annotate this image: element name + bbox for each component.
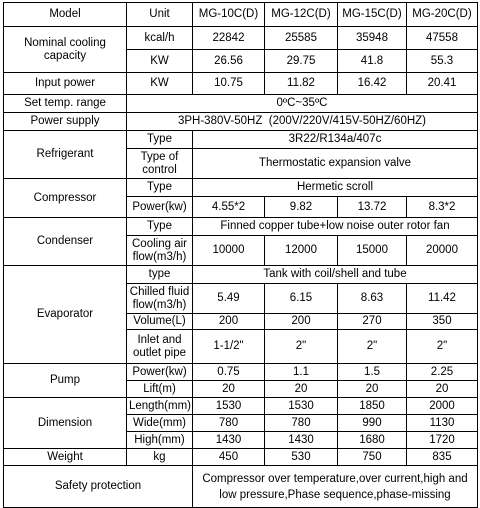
cell: 2000 <box>407 398 478 415</box>
compressor-type-label: Type <box>127 179 193 197</box>
cell: 1530 <box>193 398 265 415</box>
pump-label: Pump <box>4 364 127 398</box>
cell: 13.72 <box>338 197 407 218</box>
cell: 29.75 <box>265 50 338 73</box>
length-row <box>4 398 478 415</box>
condenser-label: Condenser <box>4 218 127 266</box>
cooling-capacity-label: Nominal cooling capacity <box>4 27 127 73</box>
cell: 20.41 <box>407 73 478 95</box>
refrigerant-label: Refrigerant <box>4 131 127 179</box>
model-header: Model <box>4 3 127 27</box>
dimension-label: Dimension <box>4 398 127 449</box>
model-2-header: MG-12C(D) <box>265 3 338 27</box>
condenser-type-row <box>4 218 478 236</box>
cell: 11.42 <box>407 284 478 314</box>
refrigerant-type-row <box>4 131 478 149</box>
evaporator-type-value: Tank with coil/shell and tube <box>193 266 478 284</box>
header-row <box>4 3 478 27</box>
power-supply-row <box>4 113 478 131</box>
cell: 8.63 <box>338 284 407 314</box>
cell: 15000 <box>338 236 407 266</box>
cell: 41.8 <box>338 50 407 73</box>
cell: 835 <box>407 449 478 466</box>
cell: 1.5 <box>338 364 407 381</box>
cell: 26.56 <box>193 50 265 73</box>
cell: 990 <box>338 415 407 432</box>
cell: 750 <box>338 449 407 466</box>
condenser-type-value: Finned copper tube+low noise outer rotor fan <box>193 218 478 236</box>
cell: 1130 <box>407 415 478 432</box>
cell: 25585 <box>265 27 338 50</box>
kw-unit: KW <box>127 50 193 73</box>
cell: 6.15 <box>265 284 338 314</box>
cell: 350 <box>407 314 478 330</box>
compressor-type-value: Hermetic scroll <box>193 179 478 197</box>
cell: 10000 <box>193 236 265 266</box>
cell: 55.3 <box>407 50 478 73</box>
wide-label: Wide(mm) <box>127 415 193 432</box>
refrigerant-control-label: Type of control <box>127 149 193 179</box>
compressor-type-row <box>4 179 478 197</box>
cell: 11.82 <box>265 73 338 95</box>
cell: 1.1 <box>265 364 338 381</box>
cell: 200 <box>193 314 265 330</box>
cell: 22842 <box>193 27 265 50</box>
model-4-header: MG-20C(D) <box>407 3 478 27</box>
pump-power-label: Power(kw) <box>127 364 193 381</box>
cell: 1720 <box>407 432 478 449</box>
input-power-row <box>4 73 478 95</box>
kcal-unit: kcal/h <box>127 27 193 50</box>
pipe-label: Inlet and outlet pipe <box>127 330 193 364</box>
cell: 20 <box>338 381 407 398</box>
refrigerant-type-value: 3R22/R134a/407c <box>193 131 478 149</box>
cell: 1530 <box>265 398 338 415</box>
evaporator-label: Evaporator <box>4 266 127 364</box>
power-supply-label: Power supply <box>4 113 127 131</box>
cell: 450 <box>193 449 265 466</box>
weight-label: Weight <box>4 449 127 466</box>
model-3-header: MG-15C(D) <box>338 3 407 27</box>
safety-row <box>4 466 478 508</box>
weight-row <box>4 449 478 466</box>
cell: 1-1/2" <box>193 330 265 364</box>
cell: 2" <box>265 330 338 364</box>
cell: 780 <box>265 415 338 432</box>
pump-power-row <box>4 364 478 381</box>
high-label: High(mm) <box>127 432 193 449</box>
cell: 1430 <box>193 432 265 449</box>
safety-value: Compressor over temperature,over current,high and low pressure,Phase sequence,phase-missing <box>193 466 478 508</box>
unit-header: Unit <box>127 3 193 27</box>
compressor-label: Compressor <box>4 179 127 218</box>
cell: 10.75 <box>193 73 265 95</box>
cell: 20000 <box>407 236 478 266</box>
cell: 47558 <box>407 27 478 50</box>
evaporator-type-label: type <box>127 266 193 284</box>
model-1-header: MG-10C(D) <box>193 3 265 27</box>
cell: 780 <box>193 415 265 432</box>
cell: 4.55*2 <box>193 197 265 218</box>
cell: 530 <box>265 449 338 466</box>
temp-range-row <box>4 95 478 113</box>
chilled-flow-label: Chilled fluid flow(m3/h) <box>127 284 193 314</box>
input-power-label: Input power <box>4 73 127 95</box>
cell: 5.49 <box>193 284 265 314</box>
cell: 16.42 <box>338 73 407 95</box>
condenser-flow-label: Cooling air flow(m3/h) <box>127 236 193 266</box>
cell: 35948 <box>338 27 407 50</box>
power-supply-value: 3PH-380V-50HZ (200V/220V/415V-50HZ/60HZ) <box>127 113 478 131</box>
cell: 2" <box>407 330 478 364</box>
cell: 20 <box>193 381 265 398</box>
cell: 20 <box>407 381 478 398</box>
temp-range-label: Set temp. range <box>4 95 127 113</box>
spec-table <box>3 2 478 508</box>
pump-lift-label: Lift(m) <box>127 381 193 398</box>
cell: 200 <box>265 314 338 330</box>
cell: 270 <box>338 314 407 330</box>
cell: 1430 <box>265 432 338 449</box>
condenser-type-label: Type <box>127 218 193 236</box>
cooling-kcal-row <box>4 27 478 50</box>
refrigerant-type-label: Type <box>127 131 193 149</box>
evaporator-type-row <box>4 266 478 284</box>
compressor-power-label: Power(kw) <box>127 197 193 218</box>
cell: 2" <box>338 330 407 364</box>
refrigerant-control-value: Thermostatic expansion valve <box>193 149 478 179</box>
temp-range-value: 0ºC~35ºC <box>127 95 478 113</box>
cell: 8.3*2 <box>407 197 478 218</box>
cell: 12000 <box>265 236 338 266</box>
cell: 20 <box>265 381 338 398</box>
cell: 9.82 <box>265 197 338 218</box>
cell: 2.25 <box>407 364 478 381</box>
length-label: Length(mm) <box>127 398 193 415</box>
input-power-unit: KW <box>127 73 193 95</box>
cell: 1680 <box>338 432 407 449</box>
safety-label: Safety protection <box>4 466 193 508</box>
volume-label: Volume(L) <box>127 314 193 330</box>
cell: 1850 <box>338 398 407 415</box>
weight-unit: kg <box>127 449 193 466</box>
cell: 0.75 <box>193 364 265 381</box>
